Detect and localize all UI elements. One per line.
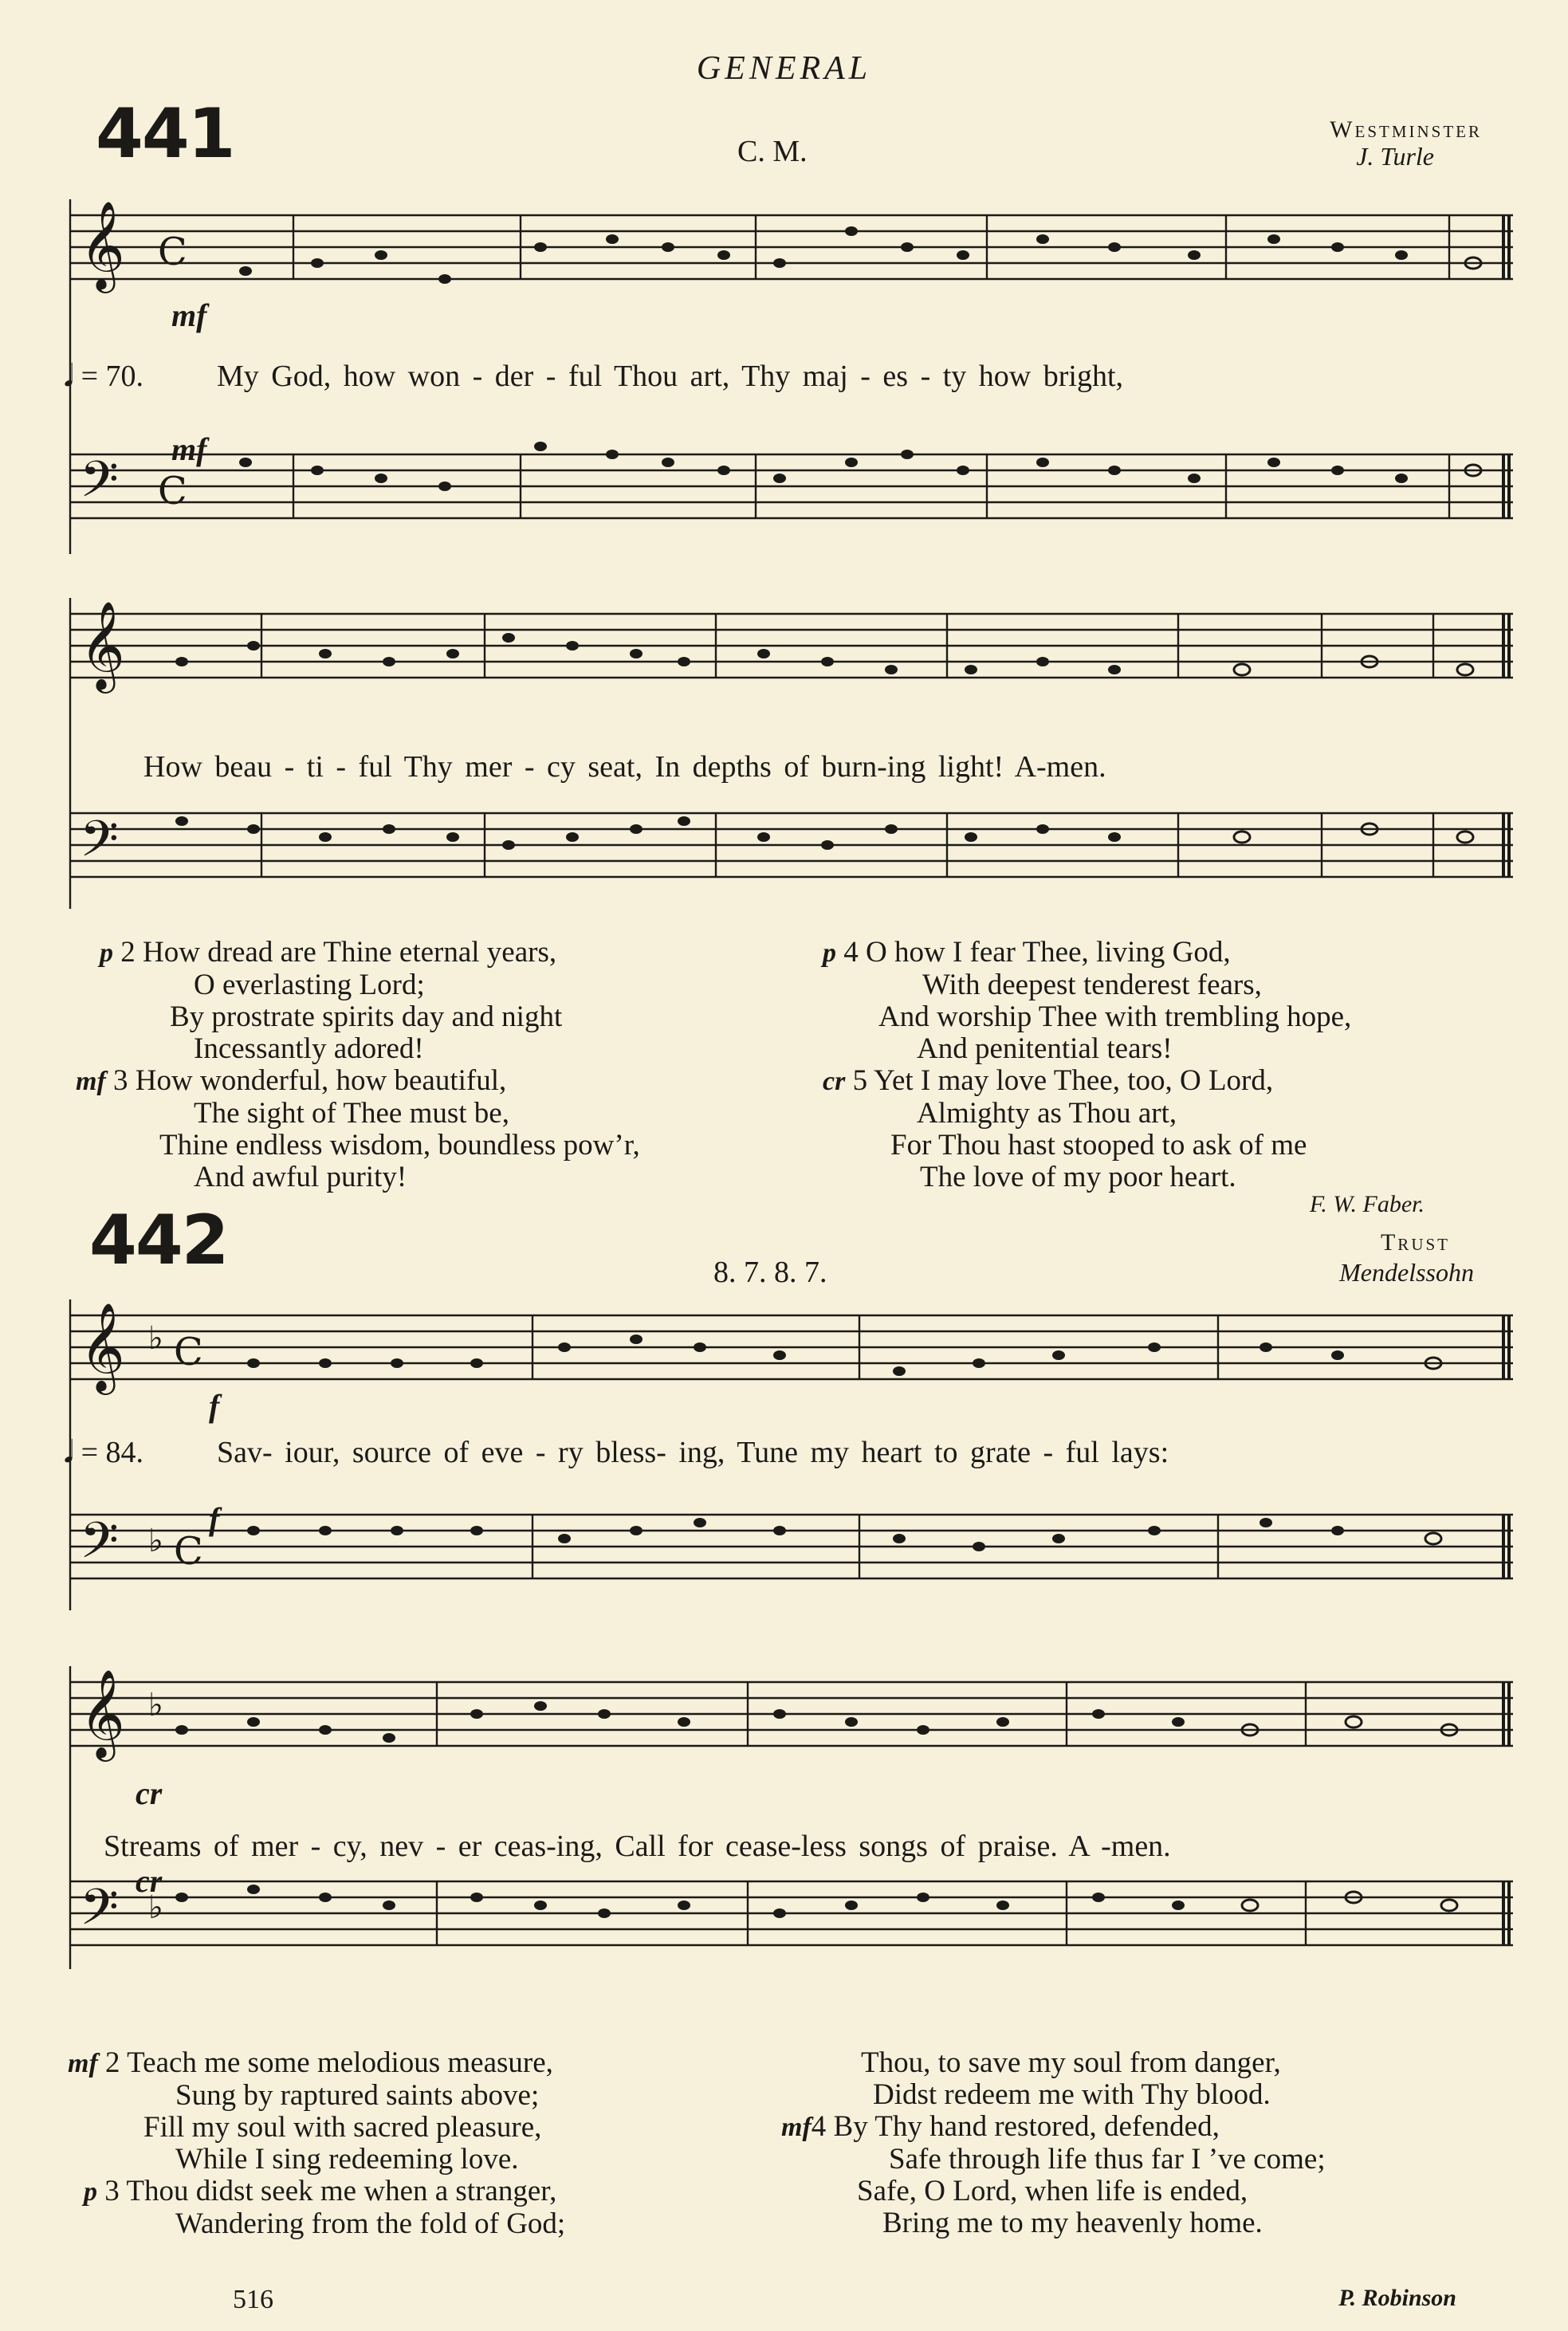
lyric-line-1: My God, how won - der - ful Thou art, Thy maj - es - ty how bright, (217, 360, 1123, 393)
treble-staff (70, 215, 1513, 279)
svg-text:♭: ♭ (148, 1320, 163, 1357)
tempo-marking: 𝅘𝅥 = 84. (64, 1436, 144, 1469)
hymn-author: P. Robinson (1338, 2285, 1456, 2311)
page-number: 516 (233, 2285, 273, 2314)
verse-3: mf 3 How wonderful, how beautiful, The sight of Thee must be, Thine endless wisdom, boundless pow’r, And awful purity! (76, 1064, 640, 1193)
verse-3: p 3 Thou didst seek me when a stranger, Wandering from the fold of God; (84, 2175, 566, 2240)
svg-text:♭: ♭ (148, 1687, 163, 1724)
verse-column-right (823, 937, 1540, 1193)
verse-4: mf4 By Thy hand restored, defended, Safe through life thus far I ’ve come; Safe, O Lord, when life is ended, Bring me to my heavenly home. (781, 2110, 1326, 2239)
hymn-author: F. W. Faber. (1309, 1191, 1425, 1217)
tune-name: Trust (1380, 1229, 1450, 1256)
verse-5: cr 5 Yet I may love Thee, too, O Lord, Almighty as Thou art, For Thou hast stooped to ask of me The love of my poor heart. (823, 1064, 1307, 1193)
verse-2: mf 2 Teach me some melodious measure, Sung by raptured saints above; Fill my soul with sacred pleasure, While I sing redeeming love. (68, 2046, 553, 2176)
bass-staff (70, 454, 1513, 518)
dynamic-marking: f (209, 1388, 220, 1424)
lyric-line-2: How beau - ti - ful Thy mer - cy seat, In depths of burn-ing light! A-men. (143, 750, 1106, 784)
dynamic-marking: mf (171, 297, 207, 333)
verse-column-left (68, 2047, 785, 2240)
verse-column-right (781, 2047, 1539, 2239)
tune-name: Westminster (1330, 116, 1482, 143)
svg-text:C: C (174, 1330, 203, 1374)
composer: J. Turle (1356, 142, 1434, 171)
composer: Mendelssohn (1339, 1258, 1474, 1287)
svg-text:C: C (158, 469, 187, 513)
dynamic-marking: mf (171, 431, 207, 467)
svg-text:𝄞: 𝄞 (80, 1669, 125, 1758)
bass-clef: 𝄢 (80, 450, 119, 521)
hymn-meter: C. M. (737, 135, 808, 168)
dynamic-marking: cr (136, 1863, 163, 1899)
running-header: GENERAL (696, 50, 872, 87)
verse-2: p 2 How dread are Thine eternal years, O everlasting Lord; By prostrate spirits day and night Incessantly adored! (100, 936, 563, 1065)
treble-clef: 𝄞 (80, 200, 125, 289)
music-system-4 (62, 1666, 1521, 1985)
svg-text:𝄢: 𝄢 (80, 809, 119, 880)
tempo-marking: 𝅘𝅥 = 70. (64, 360, 144, 393)
svg-text:C: C (158, 230, 187, 274)
notes-treble-1 (239, 226, 1481, 284)
lyric-line-1: Sav- iour, source of eve - ry bless- ing, Tune my heart to grate - ful lays: (217, 1436, 1169, 1469)
hymn-number: 442 (89, 1201, 228, 1280)
verse-column-left (76, 937, 793, 1193)
notes-bass-1 (239, 442, 1481, 491)
svg-text:♭: ♭ (148, 1523, 163, 1559)
hymn-meter: 8. 7. 8. 7. (713, 1256, 827, 1289)
svg-text:♭: ♭ (148, 1889, 163, 1926)
svg-text:C: C (174, 1529, 203, 1574)
svg-text:𝄞: 𝄞 (80, 600, 125, 690)
lyric-line-2: Streams of mer - cy, nev - er ceas-ing, Call for cease-less songs of praise. A -men. (104, 1830, 1171, 1863)
svg-text:𝄢: 𝄢 (80, 1877, 119, 1948)
svg-text:𝄞: 𝄞 (80, 1302, 125, 1391)
verse-3-continued: Thou, to save my soul from danger, Didst redeem me with Thy blood. (861, 2046, 1281, 2111)
dynamic-marking: cr (136, 1775, 163, 1811)
hymn-number: 441 (96, 94, 234, 174)
dynamic-marking: f (209, 1501, 220, 1537)
verse-4: p 4 O how I fear Thee, living God, With deepest tenderest fears, And worship Thee with trembling hope, And penitential tears! (823, 936, 1352, 1065)
svg-text:𝄢: 𝄢 (80, 1511, 119, 1582)
